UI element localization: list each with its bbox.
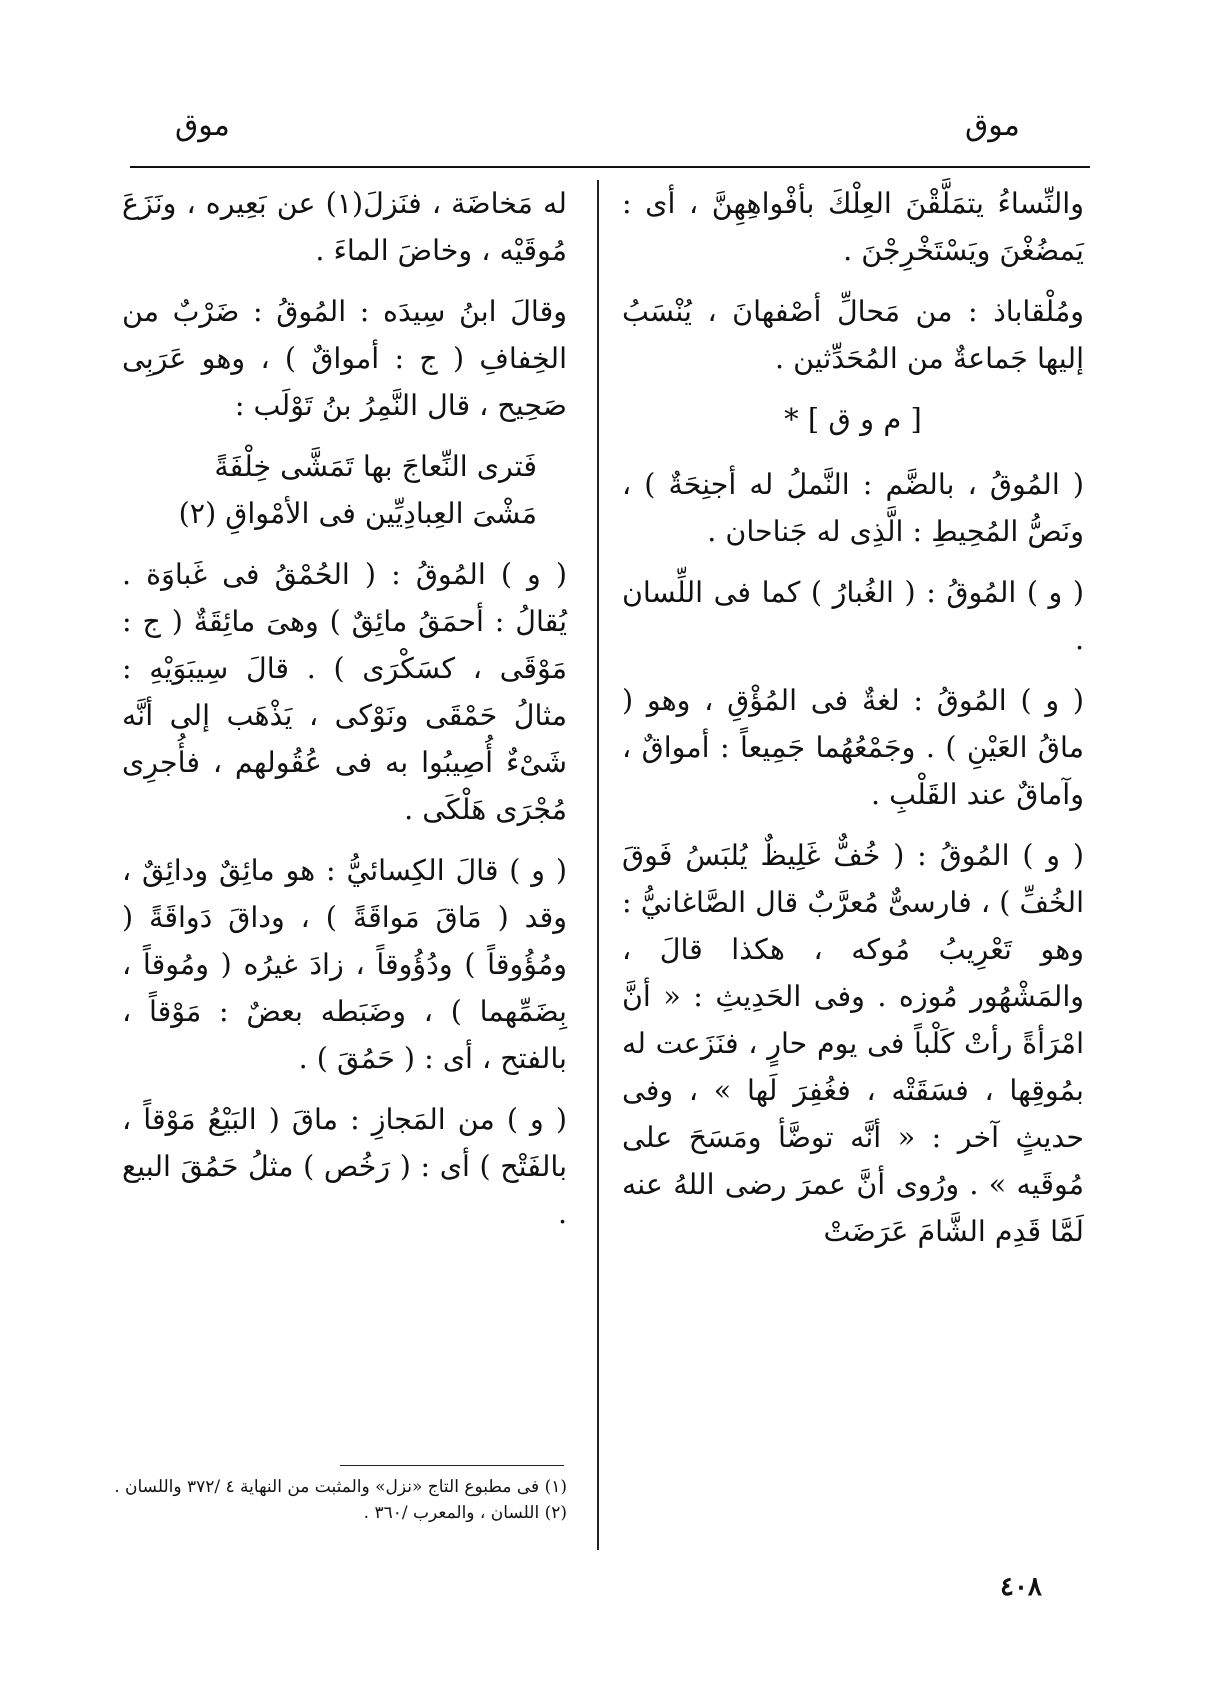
paragraph: ( و ) من المَجازِ : ماقَ ( البَيْعُ مَوْقاً ، بالفَتْح ) أى : ( رَخُص ) مثلُ حَمُقَ البيع .: [122, 1103, 567, 1230]
entry-heading: [ م و ق ] *: [784, 402, 922, 436]
footnote: (١) فى مطبوع التاج «نزل» والمثبت من النهاية ٤ /٣٧٢ واللسان .: [114, 1477, 567, 1497]
paragraph: وقالَ ابنُ سِيدَه : المُوقُ : ضَرْبٌ من الخِفافِ ( ج : أمواقٌ ) ، وهو عَرَبِى صَحِيح ، قال النَّمِرُ بنُ تَوْلَب :: [122, 295, 567, 422]
paragraph: ( و ) قالَ الكِسائيُّ : هو مائِقٌ ودائِقٌ ، وقد ( مَاقَ مَواقَةً ) ، وداقَ دَواقَةً ( ومُؤُوقاً ) ودُؤُوقاً ، زادَ غيرُه ( ومُوقاً ، بِضَمِّهما ) ، وضَبَطه بعضٌ : مَوْقاً ، بالفتح ، أى : ( حَمُقَ ) .: [122, 854, 567, 1075]
paragraph: ( و ) المُوقُ : لغةٌ فى المُؤْقِ ، وهو ( ماقُ العَيْنِ ) . وجَمْعُهُما جَمِيعاً : أمواقٌ ، وآماقٌ عند القَلْبِ .: [622, 684, 1084, 811]
header-rule: [130, 166, 1090, 168]
right-column: [622, 180, 1084, 1269]
paragraph: له مَخاضَة ، فنَزلَ(١) عن بَعِيره ، ونَزَعَ مُوقَيْه ، وخاضَ الماءَ .: [122, 187, 567, 267]
paragraph: ( و ) المُوقُ : ( الغُبارُ ) كما فى اللِّسان .: [622, 576, 1084, 656]
paragraph: ومُلْقاباذ : من مَحالِّ أصْفهانَ ، يُنْسَبُ إليها جَماعةٌ من المُحَدِّثين .: [622, 295, 1084, 375]
paragraph: والنِّساءُ يتمَلَّقْنَ العِلْكَ بأفْواهِهِنَّ ، أى : يَمضُغْنَ ويَسْتَخْرِجْنَ .: [622, 187, 1084, 267]
verse-line: مَشْىَ العِبادِيِّين فى الأمْواقِ (٢): [178, 497, 537, 530]
header-right-word: موق: [965, 108, 1020, 143]
paragraph: ( و ) المُوقُ : ( خُفٌّ غَلِيظٌ يُلبَسُ فَوقَ الخُفِّ ) ، فارسىٌّ مُعرَّبٌ قال الصَّاغانيُّ : وهو تَعْرِيبُ مُوكه ، هكذا قالَ ، والمَشْهُور مُوزه . وفى الحَدِيثِ : « أنَّ امْرَأةً رأتْ كَلْباً فى يوم حارٍ ، فنَزَعت له بمُوقِها ، فسَقَتْه ، فغُفِرَ لَها » ، وفى حديثٍ آخر : « أنَّه توضَّأ ومَسَحَ على مُوقَيه » . ورُوى أنَّ عمرَ رضى اللهُ عنه لَمَّا قَدِم الشَّامَ عَرَضَتْ: [622, 839, 1084, 1248]
header-left-word: موق: [175, 108, 230, 143]
paragraph: ( و ) المُوقُ : ( الحُمْقُ فى غَباوَة . يُقالُ : أحمَقُ مائِقٌ ) وهىَ مائِقَةٌ ( ج : مَوْقَى ، كسَكْرَى ) . قالَ سِيبَوَيْهِ : مثالُ حَمْقَى ونَوْكى ، يَذْهَب إلى أنَّه شَىْءٌ أُصِيبُوا به فى عُقُولهم ، فأُجرِى مُجْرَى هَلْكَى .: [122, 558, 567, 826]
footnote: (٢) اللسان ، والمعرب /٣٦٠ .: [363, 1503, 567, 1523]
left-column: [122, 180, 567, 1251]
column-divider: [597, 180, 599, 1550]
footnotes: [114, 1474, 567, 1526]
verse-line: فَترى النِّعاجَ بها تَمَشَّى خِلْفَةً: [214, 450, 537, 483]
page-number: ٤٠٨: [1000, 1572, 1042, 1602]
paragraph: ( المُوقُ ، بالضَّم : النَّملُ له أجنِحَةٌ ) ، ونَصُّ المُحِيطِ : الَّذِى له جَناحان .: [622, 468, 1084, 548]
footnote-rule: [340, 1465, 564, 1466]
